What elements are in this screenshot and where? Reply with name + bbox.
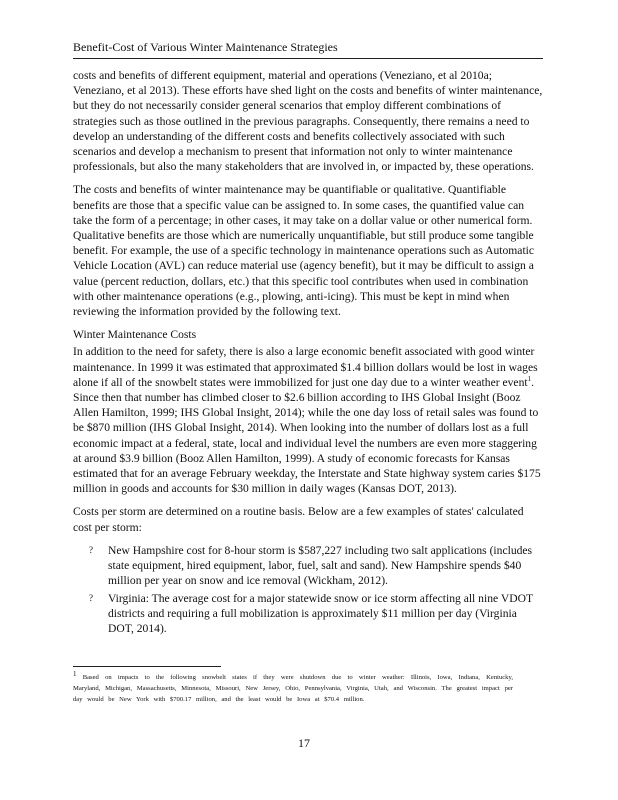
state-cost-list	[73, 543, 543, 636]
bullet-icon: ?	[89, 592, 93, 603]
paragraph-quantifiable-benefits: The costs and benefits of winter maintenance may be quantifiable or qualitative. Quantifiable benefits are those that a specific value can be assigned to. In some cases, the quantified value can take the form of a percentage; in other cases, it may take on a dollar value or other numerical form. Qualitative benefits are those which are numerically unquantifiable, but still produce some tangible benefit. For example, the use of a specific technology in maintenance operations such as Automatic Vehicle Location (AVL) can reduce material use (agency benefit), but it may be difficult to assign a value (percent reduction, dollars, etc.) that this specific tool contributes when used in combination with other maintenance operations (e.g., plowing, anti-icing). This must be kept in mind when reviewing the information provided by the following text.	[73, 183, 535, 319]
paragraph-economic-benefit-part1: In addition to the need for safety, there is also a large economic benefit associated with good winter maintenance. In 1999 it was estimated that approximated $1.4 billion dollars would be lost in wages alone if all of the snowbelt states were immobilized for just one day due to a winter weather event	[73, 345, 538, 389]
list-item-text: New Hampshire cost for 8-hour storm is $587,227 including two salt applications (includes state equipment, hired equipment, labor, fuel, salt and sand). New Hampshire spends $40 million per year on snow and ice removal (Wickham, 2012).	[108, 543, 533, 588]
paragraph-costs-per-storm: Costs per storm are determined on a routine basis. Below are a few examples of states' calculated cost per storm:	[73, 505, 524, 534]
footnote-reference[interactable]: 1	[527, 375, 532, 383]
footnote	[73, 669, 513, 705]
section-heading-winter-maintenance-costs: Winter Maintenance Costs	[73, 328, 197, 342]
footnote-divider	[73, 666, 221, 667]
footnote-number: 1	[73, 669, 77, 678]
paragraph-economic-benefit	[73, 344, 543, 496]
bullet-icon: ?	[89, 544, 93, 555]
page-number: 17	[298, 736, 310, 750]
footnote-text: Based on impacts to the following snowbelt states if they were shutdown due to winter weather: Illinois, Iowa, Indiana, Kentucky, Maryland, Michigan, Massachusetts, Minnesota, Missouri, New Jersey, Ohio, Pennsylvania, Virginia, Utah, and Wisconsin. The greatest impact per day would be New York with $700.17 million, and the least would be Iowa at $70.4 million.	[73, 674, 513, 703]
list-item-text: Virginia: The average cost for a major statewide snow or ice storm affecting all nine VDOT districts and requiring a full mobilization is approximately $11 million per day (Virginia DOT, 2014).	[108, 591, 533, 635]
paragraph-economic-benefit-part2: . Since then that number has climbed closer to $2.6 billion according to IHS Global Insight (Booz Allen Hamilton, 1999; IHS Global Insight, 2014); while the one day loss of retail sales was found to be $870 million (IHS Global Insight, 2014). When looking into the number of dollars lost as a full economic impact at a federal, state, local and individual level the numbers are even more staggering at around $3.9 billion (Booz Allen Hamilton, 1999). A study of economic forecasts for Kansas estimated that for an average February weekday, the Interstate and State highway system caries $175 million in goods and accounts for $30 million in daily wages (Kansas DOT, 2013).	[73, 375, 541, 496]
body-text	[73, 68, 543, 638]
list-item-new-hampshire	[73, 543, 543, 589]
list-item-virginia	[73, 591, 543, 637]
header-divider	[73, 58, 543, 59]
running-header: Benefit-Cost of Various Winter Maintenance Strategies	[73, 40, 338, 54]
paragraph-continued: costs and benefits of different equipment, material and operations (Veneziano, et al 2010a; Veneziano, et al 2013). These efforts have shed light on the costs and benefits of winter maintenance, but they do not necessarily consider general scenarios that employ different combinations of strategies such as those outlined in the previous paragraphs. Consequently, there remains a need to develop an understanding of the different costs and benefits collectively associated with such scenarios and develop a mechanism to present that information not only to winter maintenance professionals, but also the many stakeholders that are involved in, or impacted by, these operations.	[73, 69, 543, 174]
